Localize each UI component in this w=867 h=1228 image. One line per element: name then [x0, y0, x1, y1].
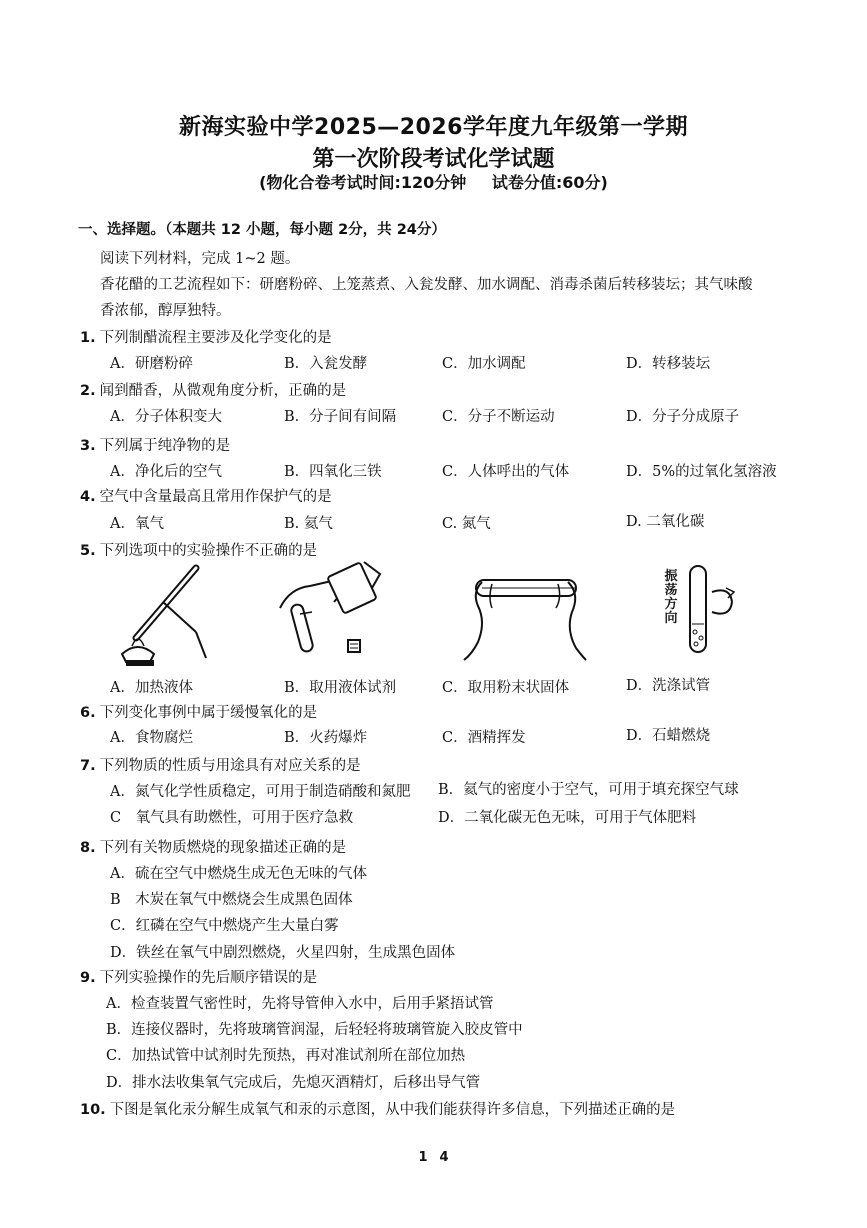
- question-10: 10. 下图是氧化汞分解生成氧气和汞的示意图，从中我们能获得许多信息，下列描述正确的是: [80, 1102, 676, 1118]
- q4-option-d: D. 二氧化碳: [626, 514, 705, 530]
- q6-option-a: A．食物腐烂: [110, 730, 193, 746]
- q8-option-d: D．铁丝在氧气中剧烈燃烧，火星四射，生成黑色固体: [110, 945, 456, 961]
- q5-option-c: C．取用粉末状固体: [442, 680, 570, 696]
- page-number: [0, 1150, 867, 1165]
- q3-option-b: B．四氧化三铁: [284, 464, 382, 480]
- q2-option-a: A．分子体积变大: [110, 409, 222, 425]
- q3-option-c: C．人体呼出的气体: [442, 464, 570, 480]
- pour-liquid-illustration: [276, 558, 386, 670]
- total-pages: 4: [439, 1150, 449, 1165]
- material-line-2: 香浓郁，醇厚独特。: [100, 303, 231, 319]
- q8-option-b: B 木炭在氧气中燃烧会生成黑色固体: [110, 892, 353, 908]
- question-8: 8. 下列有关物质燃烧的现象描述正确的是: [80, 840, 347, 856]
- q7-option-a: A．氮气化学性质稳定，可用于制造硝酸和氮肥: [110, 784, 411, 800]
- question-6: 6. 下列变化事例中属于缓慢氧化的是: [80, 705, 318, 721]
- question-3: 3. 下列属于纯净物的是: [80, 438, 231, 454]
- current-page: 1: [418, 1150, 428, 1165]
- reading-intro: 阅读下列材料，完成 1~2 题。: [100, 251, 300, 267]
- question-4: 4. 空气中含量最高且常用作保护气的是: [80, 489, 332, 505]
- exam-subtitle: 第一次阶段考试化学试题: [312, 147, 555, 172]
- q9-option-b: B．连接仪器时，先将玻璃管润湿，后轻轻将玻璃管旋入胶皮管中: [106, 1022, 523, 1038]
- q4-option-c: C. 氮气: [442, 516, 491, 532]
- q4-option-a: A．氧气: [110, 516, 164, 532]
- q4-option-b: B. 氦气: [284, 516, 333, 532]
- wash-test-tube-illustration: [682, 562, 742, 662]
- question-1: 1. 下列制醋流程主要涉及化学变化的是: [80, 330, 332, 346]
- heating-liquid-illustration: [118, 562, 238, 670]
- q7-option-d: D．二氧化碳无色无味，可用于气体肥料: [438, 810, 697, 826]
- powder-solid-illustration: [458, 572, 588, 662]
- q2-option-d: D．分子分成原子: [626, 409, 740, 425]
- q6-option-d: D．石蜡燃烧: [626, 728, 711, 744]
- q5-option-d: D．洗涤试管: [626, 678, 711, 694]
- q1-option-d: D．转移装坛: [626, 356, 711, 372]
- question-9: 9. 下列实验操作的先后顺序错误的是: [80, 970, 318, 986]
- q1-option-c: C．加水调配: [442, 356, 526, 372]
- shake-direction-label: 振荡方向: [664, 569, 678, 626]
- exam-score: 试卷分值:60分): [491, 173, 608, 192]
- exam-title: 新海实验中学2025—2026学年度九年级第一学期: [179, 115, 688, 140]
- q1-option-b: B．入瓮发酵: [284, 356, 368, 372]
- q7-option-b: B．氦气的密度小于空气，可用于填充探空气球: [438, 782, 739, 798]
- q9-option-a: A．检查装置气密性时，先将导管伸入水中，后用手紧捂试管: [106, 996, 494, 1012]
- q2-option-c: C．分子不断运动: [442, 409, 555, 425]
- question-7: 7. 下列物质的性质与用途具有对应关系的是: [80, 758, 361, 774]
- question-2: 2. 闻到醋香，从微观角度分析，正确的是: [80, 383, 347, 399]
- exam-time: (物化合卷考试时间:120分钟: [259, 173, 467, 192]
- q8-option-a: A．硫在空气中燃烧生成无色无味的气体: [110, 866, 367, 882]
- q6-option-b: B．火药爆炸: [284, 730, 368, 746]
- q9-option-d: D．排水法收集氧气完成后，先熄灭酒精灯，后移出导气管: [106, 1075, 481, 1091]
- q1-option-a: A．研磨粉碎: [110, 356, 193, 372]
- q6-option-c: C．酒精挥发: [442, 730, 526, 746]
- material-line-1: 香花醋的工艺流程如下：研磨粉碎、上笼蒸煮、入瓮发酵、加水调配、消毒杀菌后转移装坛；其气味酸: [100, 277, 753, 293]
- q3-option-a: A．净化后的空气: [110, 464, 222, 480]
- q3-option-d: D．5%的过氧化氢溶液: [626, 464, 777, 480]
- q9-option-c: C．加热试管中试剂时先预热，再对准试剂所在部位加热: [106, 1048, 466, 1064]
- q2-option-b: B．分子间有间隔: [284, 409, 397, 425]
- exam-info: [0, 170, 867, 193]
- q8-option-c: C．红磷在空气中燃烧产生大量白雾: [110, 918, 339, 934]
- q7-option-c: C 氧气具有助燃性，可用于医疗急救: [110, 810, 354, 826]
- section-heading: 一、选择题。（本题共 12 小题，每小题 2分，共 24分）: [78, 222, 446, 238]
- q5-option-a: A．加热液体: [110, 680, 193, 696]
- question-5: 5. 下列选项中的实验操作不正确的是: [80, 543, 318, 559]
- q5-option-b: B．取用液体试剂: [284, 680, 397, 696]
